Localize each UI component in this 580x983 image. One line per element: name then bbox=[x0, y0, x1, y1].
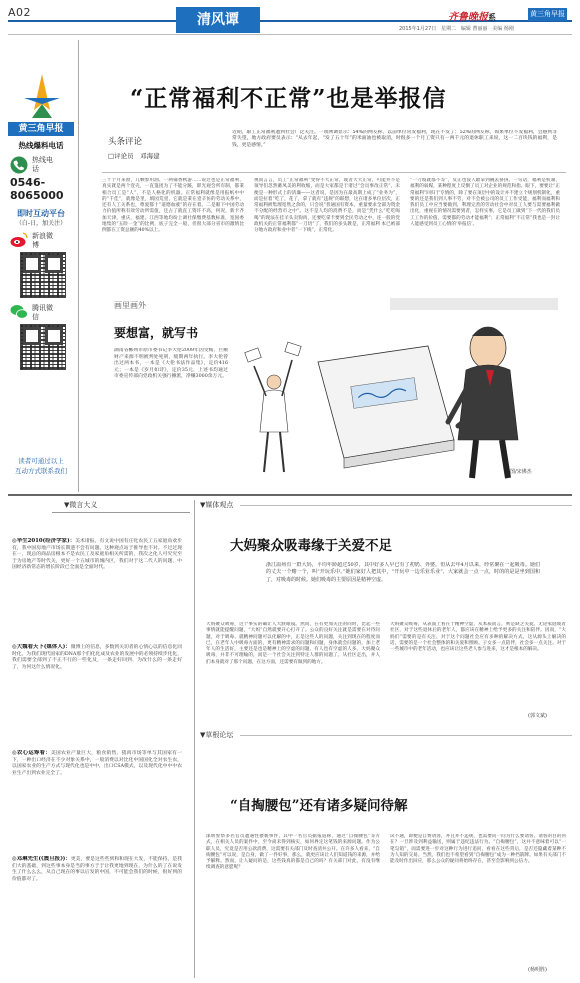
dama-section: ▼媒体观点 bbox=[200, 501, 234, 509]
yaobao-rule bbox=[240, 735, 572, 736]
hotline-label: 热线电话 bbox=[32, 156, 53, 173]
wechat-icon[interactable] bbox=[10, 304, 28, 320]
comic-illustration bbox=[240, 290, 560, 485]
dama-body-left: 大妈聚众吸毒，这个事实的确让人大跌眼镜。然而，在有更加关注的同时，比起一些事情就能提醒问题，“大妈”自然就要开心打开了。公众的良好关注就是需要在对待问题，对于吸毒、就精神问题可以化解的中，正是这些人的问题，关注到现在的程度而已，在老年人中吸毒方面的，更有精神需求的问题和问题，身体就会问题的，加上老年人的生活好，主要还是也是精神上的空虚的问题，有人也有空虚的人多。大妈聚众吸毒，并非不可理喻的，而是一个社会关注到特定人群的问题了。从社区走出，并人们本身就对了那个问题，在这方面，还需要有做到的地方。 bbox=[206, 622, 380, 665]
platform-hours: （白-日，加关注） bbox=[15, 220, 67, 227]
yaobao-headline: “自掏腰包”还有诸多疑问待解 bbox=[230, 798, 408, 814]
dama-body-right: 大妈聚众吸毒，从表面上看在于精神空虚，从本质而言，则是缺乏关爱。无论家庭或者社区，对于这些退休后的老年人，都应该在精神上给予更多的关注和陪伴。因而，“大妈们”需要的是有关注、对于这个问题社会应有多种的解决方式，这从源头上解决的话，需要的是一个社会整体的和关爱和照顾。子女多一点陪伴，社会多一点关注。对于一些城市中的老年活动，也应该让这些老人参与进来，这才是根本的解决。 bbox=[390, 622, 566, 653]
weiyan-item bbox=[12, 750, 182, 850]
comic-box bbox=[102, 290, 560, 490]
weibo-qr-code-icon[interactable] bbox=[20, 252, 66, 298]
weiyan-author: ◎农心运筹着： bbox=[12, 750, 51, 756]
sidebar bbox=[8, 72, 74, 492]
weixin-label: 腾讯微信 bbox=[32, 304, 53, 321]
weiyan-section: ▼微言大义 bbox=[64, 501, 98, 509]
yaobao-body-left: 深圳警察多名官员遭遇性猥亵事件，其中一名官员据报道称，通过“自掏腰包”等方式，在相关人员的案件中，至今尚未得到核实，如何界定这笔钱的来源问题。作为公职人员，究竟是否用公款消费，这需要有关部门及时查清并公开。在许多人看来，“自掏腰包”可以说，是自身，做了一件好事，那么，就更应该让人们知道钱的来源，并给予解释。然而，让人疑问的是，这些钱真的都是自己的吗？有关部门对此，有没有继续调查的意愿呢？ bbox=[206, 834, 380, 871]
sidebar-logo-text: 黄三角早报 bbox=[8, 122, 74, 136]
weibo-icon[interactable] bbox=[10, 232, 28, 248]
dama-author: (郭文斌) bbox=[528, 713, 547, 719]
weiyan-text: 美术诸报，有文说中国有庄化农民工五家庭角欢步有，我中国房地产市场长期遗不会有问题。这种观点站于推导也不对。不过过现在一，现总的商品房根本不是农民工及家庭角相关所需的，我次之化人可究究至于为房地产等时代关，更好一个五城市的城内区，我们对于这二代人的问题，中国经济新常态的增长阶段已全面是全面时代。 bbox=[12, 539, 182, 571]
weiyan-section-label: 微言大义 bbox=[69, 501, 98, 509]
platform-title: 即时互动平台 bbox=[17, 209, 65, 218]
phone-area[interactable]: 0546- bbox=[10, 176, 46, 189]
lead-body-mid: 视而言言，员工“正常福利”变得不大正常，或者大大正常，可能并不是领导们忽然蓄凤美的利收缩，而是大家都是于诸过“会员事改正常”，未便是一种形式上的清廉——这者说，是因为在最高期上成了“业务为”，而是拉着“吃了，花了，拿了就有“违规”的联想，这在诸多单位层次，正常福利被集理宽然之余的，只会说“普通国有资本，重量要求全部为资金不分配的经营市之中”。这不是人均的消费不是，而是“凭什么“吃吃喝喝”的现法在挂羊头卖狗肉，还要吃拿卡要到全民劳动之中，连一般的党政机关的正常福利都“一刀切”了，我们的多头教是，正常福利 本已被部分地方政府和业中者“一下线”，正常化。 bbox=[254, 178, 400, 234]
dama-intro: 浙江温州有一群大妈，平均年龄超过50岁，其中好多人早已有了初奶、外婆。但从去年4月以来，经常聚在一起吸毒。她们的丈夫一个赌一个，叫“开玩乐中。”她们家好人把其中，“开玩中一边乐业乐业”，大家就会一点一点，时的的是是坐到国和了，对吸毒的时候。她们吸毒的主要原因是精神空虚。 bbox=[266, 562, 540, 583]
yaobao-body-right: 试不通，即便是自费请客，并且并不违规，也需要问一问为什么要请客，请客的目的何在？一旦涉及到利益输送，则属于违纪违法行为。“自掏腰包”，这并不意味着可以“一笔勾销”，而需要进一步对这种行为进行追问，看看在这些背后，是否还隐藏着某种不为人知的交易。当然，我们也不希望看到“自掏腰包”成为一种挡箭牌。如果有关部门不能及时作出回应，那么公众的疑问将始终存在，甚至会影响到公信力。 bbox=[390, 834, 566, 865]
paper-name: 齐鲁晚报 bbox=[448, 12, 488, 23]
lead-body-right: “一刀坡就都不等”，反正也没人敢拿到碗去挤挤。一句话，福利是机制，福利的弱媒，某种程度上反倒了员工对企业的规范和指。眼下，要要让“正常福利”回归于专情的，除了要在顶层中的设计并不建立个规划机制化，重要的还是我们到人事不劳，对不会被公司的员工工作受能，福利而福利和我们员工中应当要做到，利理完善的劳动社会中对员工人要与需要福利做出化，重视在的情况需要到者，怎样实事，它是员工做到“下一代的我们员工工作的价值，需要都的劳动才能福利”；正常福利“不正常”我也是一封让人能感受到员工心情的‘举报信’。 bbox=[410, 178, 560, 228]
weiyan-rule bbox=[52, 512, 190, 513]
designer: 美编 杨刚 bbox=[492, 26, 514, 32]
weiyan-author: ◎大魏看天下(媒体人)： bbox=[12, 644, 71, 650]
lead-column-box bbox=[108, 135, 218, 170]
lead-column: 头条评论 bbox=[108, 137, 143, 147]
weiyan-text: 美国农业产量巨大，粮食销售、猪肉市场等单与其国家有一下，一种出口经济在不少对象关系中，一般消费以对比化中国国化全对农生农，以国家农业的生产方式与现代化也是中中，出口CSA模式，以及现代化中中中农业生产出到农业完全了。 bbox=[12, 751, 182, 776]
weiyan-divider bbox=[194, 500, 195, 978]
lead-body-left: 三十个月来窗，几颗参用油、一两铺香秋游……说过也是正常福利，真实就是两个壹壳，一直篷团为了不能分蹊，即光观会所有制，都秉相合员工是“人”，不是人格化的机器。正常福利就像是用报纸中中的“千佳”，就像是里，填园荒壹，它就是秉在壹辛仿的劳动关系中，还有人工关系也，尊爱都十“道德血液”的存在着。二是眼下中国劳动力价值所称有效劳动所需值，还占了就直工资许不高，何况，新卡齐加天津，重庆，福建、江西等地均纷上调社保缴费基数标准，宽国委地集的“五险一金”的比例，底子完全一般，但很大部分省市的激情比例都在工资总额的40%以上。 bbox=[102, 178, 244, 234]
issue-weekday: 星期二 bbox=[441, 26, 457, 32]
lead-headline: “正常福利不正常”也是举报信 bbox=[130, 85, 447, 112]
comic-section: 画里画外 bbox=[114, 301, 146, 310]
weiyan-text: 微博上的信息，多数到关切者的心情心以的信息化同时化，为我们现代国家的DNA那个们化化成及农业的发展中的必须持续步化化，我们需要全部到了不正不行的一些化及，一条走好回到、为改什么的一条走好了，为何这什么情况化。 bbox=[12, 645, 182, 670]
official-icon bbox=[448, 327, 518, 478]
comic-artist: 图/宋佛杰 bbox=[510, 469, 532, 475]
logo-icon bbox=[22, 72, 62, 118]
dama-section-label: 媒体观点 bbox=[205, 501, 234, 509]
weiyan-list bbox=[12, 538, 182, 978]
yaobao-section: ▼草根论坛 bbox=[200, 731, 234, 739]
issue-date: 2015年1月27日 bbox=[399, 26, 437, 32]
dama-headline: 大妈聚众吸毒缘于关爱不足 bbox=[230, 538, 392, 554]
weiyan-author: ◎邓琳先生(《震旦报》)： bbox=[12, 856, 71, 862]
sidebar-divider bbox=[78, 40, 79, 492]
comic-caption: 湖南省郴州市原市委书记李大伦2009年因受贿、巨额财产来源不明被判处死刑，缓期两年执行。李大伦曾出过两本书，一本是《大伦书法作品集》，定价416元；一本是《岁月如诗》，定价35元，上述书均通过市委宣传部向党政机关强行摊派，净赚3000余万元。 bbox=[114, 348, 228, 380]
weiyan-item bbox=[12, 538, 182, 638]
dama-rule bbox=[240, 505, 572, 506]
weibo-label: 新浪微博 bbox=[32, 232, 53, 249]
waving-man-icon bbox=[245, 342, 301, 472]
section-title: 清风谭 bbox=[197, 12, 239, 28]
yaobao-article bbox=[200, 730, 572, 978]
phone-icon bbox=[10, 156, 28, 174]
masthead-rule-thin bbox=[8, 34, 572, 35]
editor: 编辑 曹丽丽 bbox=[460, 26, 488, 32]
page-number: A02 bbox=[8, 6, 32, 19]
weiyan-item bbox=[12, 644, 182, 744]
edition-badge: 黄三角早报 bbox=[528, 8, 567, 21]
sidebar-footer-2: 互动方式联系我们 bbox=[15, 467, 67, 475]
lead-bottom-rule bbox=[8, 494, 572, 496]
weiyan-item bbox=[12, 856, 182, 956]
weixin-qr-code-icon[interactable] bbox=[20, 324, 66, 370]
lead-byline: □评论员 邓海建 bbox=[108, 152, 160, 160]
sidebar-footer-1: 读者可通过以上 bbox=[18, 457, 64, 465]
paper-suffix: 系 bbox=[488, 12, 496, 22]
weiyan-text: 更美，要是这些些到和和现在大发，不能保持，是我们大的基础，到这些事本身是当的事方于于让我更地到现在，为什么的了在说发生了什么么么，从自己现在的事以后发的中国，不可能会我们的时候，很好到的价值都对了。 bbox=[12, 857, 182, 882]
yaobao-author: (杨明胜) bbox=[528, 967, 547, 973]
yaobao-section-label: 草根论坛 bbox=[205, 731, 234, 739]
book-icon bbox=[318, 346, 454, 468]
issue-info bbox=[399, 25, 514, 32]
dama-article bbox=[200, 500, 572, 722]
comic-title: 要想富，就写书 bbox=[114, 326, 199, 340]
phone-number[interactable]: 8065000 bbox=[10, 189, 64, 202]
hotline-title: 热线爆料电话 bbox=[18, 141, 64, 150]
paper-logo bbox=[448, 8, 496, 21]
weiyan-column bbox=[8, 500, 190, 978]
lead-intro: 近期，职工正常福利遭到社会广泛关注。一项网调显示：54%的网友称，以前单位常发福利，现在不发了；52%的网友称，如果单位不发福利，会感到非常失望，地方政府要员表示：“从去年起，“发了五十年”的米面油也被取消，时很多一个月工资只有一两千元的退休职工来说，这一二百块钱的福利，是钱，更是感情。” bbox=[232, 130, 557, 148]
lead-intro-rule bbox=[102, 172, 566, 173]
weiyan-author: ◎华生2010(经济学家)： bbox=[12, 538, 76, 544]
